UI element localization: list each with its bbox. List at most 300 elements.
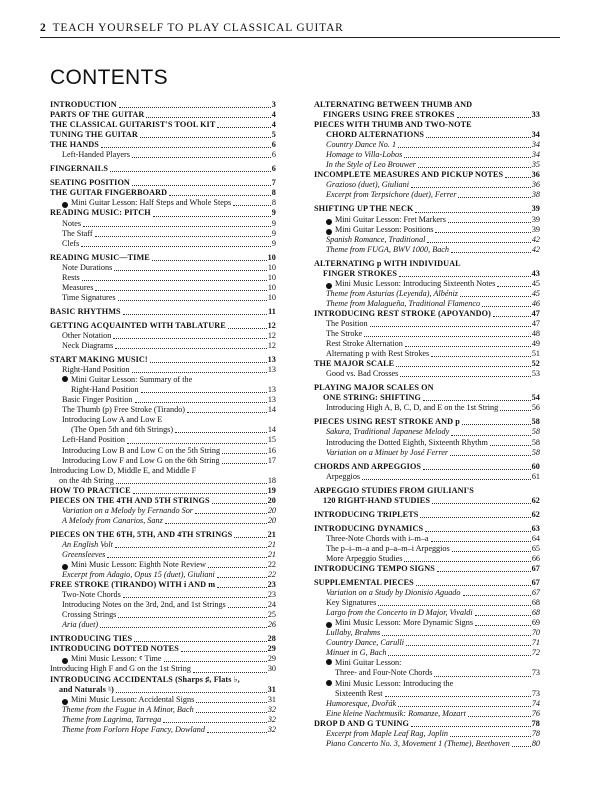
- toc-entry-text: Theme from the Fugue in A Minor, Bach: [62, 704, 194, 714]
- toc-entry[interactable]: [314, 130, 540, 140]
- dot-leader: [141, 392, 267, 393]
- dot-leader: [196, 712, 267, 713]
- toc-entry-text: Minuet in G, Bach: [326, 648, 387, 658]
- dot-leader: [181, 651, 267, 652]
- toc-page-number: 63: [531, 523, 540, 533]
- toc-page-number: 14: [267, 425, 276, 435]
- toc-entry[interactable]: [50, 590, 276, 600]
- toc-entry-text: Notes: [62, 218, 82, 228]
- toc-entry-text: Greensleeves: [62, 549, 106, 559]
- toc-entry[interactable]: [50, 283, 276, 293]
- toc-entry[interactable]: [314, 510, 540, 520]
- toc-entry[interactable]: [50, 560, 276, 570]
- toc-entry-text: Neck Diagrams: [62, 341, 114, 351]
- toc-entry[interactable]: [314, 190, 540, 200]
- toc-entry[interactable]: [314, 299, 540, 309]
- toc-entry[interactable]: [50, 446, 276, 456]
- toc-entry[interactable]: [50, 188, 276, 198]
- toc-page-number: 58: [531, 447, 540, 457]
- dot-leader: [217, 577, 267, 578]
- toc-entry[interactable]: [50, 331, 276, 341]
- toc-entry-text: Rests: [62, 272, 80, 282]
- dot-leader: [82, 280, 267, 281]
- toc-entry-text: Country Dance, Carulli: [326, 638, 405, 648]
- toc-entry-text: Left-Hand Position: [62, 435, 125, 445]
- toc-page-number: 66: [531, 553, 540, 563]
- dot-leader: [400, 376, 530, 377]
- toc-entry-line: [62, 375, 276, 385]
- toc-entry[interactable]: [314, 369, 540, 379]
- toc-entry[interactable]: [50, 355, 276, 365]
- dot-leader: [497, 286, 530, 287]
- toc-entry[interactable]: [314, 578, 540, 588]
- toc-page-number: 56: [531, 403, 540, 413]
- dot-leader: [399, 276, 531, 277]
- toc-entry-text: SHIFTING UP THE NECK: [314, 204, 414, 214]
- toc-entry-text: Time Signatures: [62, 292, 116, 302]
- toc-entry[interactable]: [314, 648, 540, 658]
- toc-entry[interactable]: [50, 263, 276, 273]
- dot-leader: [134, 641, 266, 642]
- toc-entry-text: Mini Music Lesson: 𝄴 Time: [71, 654, 162, 664]
- dot-leader: [450, 455, 531, 456]
- toc-entry[interactable]: [314, 140, 540, 150]
- toc-page-number: 70: [531, 628, 540, 638]
- toc-entry[interactable]: [314, 403, 540, 413]
- toc-entry[interactable]: [50, 341, 276, 351]
- toc-entry[interactable]: [314, 225, 540, 235]
- toc-entry[interactable]: [50, 675, 276, 695]
- toc-entry[interactable]: [314, 417, 540, 427]
- toc-entry[interactable]: [50, 130, 276, 140]
- toc-entry-text: Introducing Notes on the 3rd, 2nd, and 1st Strings: [62, 600, 226, 610]
- toc-entry[interactable]: [314, 719, 540, 729]
- toc-entry[interactable]: [314, 289, 540, 299]
- toc-entry[interactable]: [50, 375, 276, 395]
- dot-leader: [163, 722, 267, 723]
- dot-leader: [81, 246, 271, 247]
- toc-entry[interactable]: [50, 178, 276, 188]
- toc-entry[interactable]: [314, 383, 540, 403]
- dot-leader: [113, 338, 266, 339]
- toc-entry-text: More Arpeggio Studies: [326, 553, 403, 563]
- toc-page-number: 43: [531, 268, 540, 278]
- toc-entry[interactable]: [50, 530, 276, 540]
- dot-leader: [418, 167, 531, 168]
- dot-leader: [475, 625, 531, 626]
- toc-entry[interactable]: [50, 496, 276, 506]
- toc-entry[interactable]: [314, 170, 540, 180]
- toc-entry-text: INTRODUCTION: [50, 100, 117, 109]
- toc-entry-text: ARPEGGIO STUDIES FROM GIULIANI'S: [314, 485, 474, 495]
- toc-page-number: 31: [267, 694, 276, 704]
- toc-entry[interactable]: [50, 405, 276, 415]
- toc-entry[interactable]: [50, 466, 276, 486]
- dot-leader: [425, 531, 530, 532]
- dot-leader: [153, 216, 271, 217]
- toc-entry[interactable]: [50, 715, 276, 725]
- dot-leader: [95, 236, 271, 237]
- toc-page-number: 24: [267, 600, 276, 610]
- toc-entry[interactable]: [50, 664, 276, 674]
- toc-entry[interactable]: [314, 658, 540, 678]
- toc-entry-text: Basic Finger Position: [62, 395, 133, 405]
- toc-page-number: 21: [267, 529, 276, 539]
- toc-entry[interactable]: [50, 208, 276, 218]
- toc-entry-text: Mini Music Lesson: More Dynamic Signs: [335, 618, 474, 628]
- toc-entry-text: INTRODUCING DOTTED NOTES: [50, 644, 179, 654]
- dot-leader: [426, 137, 531, 138]
- toc-entry[interactable]: [50, 415, 276, 435]
- toc-entry-line: [50, 466, 276, 476]
- dot-leader: [116, 692, 267, 693]
- toc-entry-text: THE CLASSICAL GUITARIST'S TOOL KIT: [50, 120, 216, 130]
- toc-page-number: 31: [267, 684, 276, 694]
- toc-page-number: 58: [531, 437, 540, 447]
- toc-entry[interactable]: [50, 321, 276, 331]
- toc-page-number: 13: [267, 355, 276, 365]
- dot-leader: [207, 732, 267, 733]
- toc-entry[interactable]: [314, 739, 540, 749]
- toc-entry[interactable]: [314, 486, 540, 506]
- toc-entry-text: An English Volt: [62, 539, 113, 549]
- toc-entry-text: Spanish Romance, Traditional: [326, 234, 426, 244]
- bullet-icon: [326, 659, 332, 665]
- dot-leader: [405, 346, 531, 347]
- toc-entry-text: In the Style of Leo Brouwer: [326, 160, 416, 170]
- toc-entry[interactable]: [50, 140, 276, 150]
- toc-page-number: 9: [271, 208, 276, 218]
- toc-page-number: 29: [267, 654, 276, 664]
- toc-entry[interactable]: [314, 729, 540, 739]
- toc-page-number: 20: [267, 505, 276, 515]
- dot-leader: [217, 127, 270, 128]
- toc-entry[interactable]: [50, 580, 276, 590]
- toc-entry[interactable]: [50, 365, 276, 375]
- toc-page-number: 26: [267, 620, 276, 630]
- toc-page-number: 20: [267, 495, 276, 505]
- toc-entry[interactable]: [50, 600, 276, 610]
- dot-leader: [431, 356, 531, 357]
- toc-entry-text: Lullaby, Brahms: [326, 628, 381, 638]
- dot-leader: [404, 561, 530, 562]
- toc-entry-text: GETTING ACQUAINTED WITH TABLATURE: [50, 320, 226, 330]
- toc-entry-line: [326, 679, 540, 689]
- toc-entry[interactable]: [314, 564, 540, 574]
- toc-entry[interactable]: [50, 620, 276, 630]
- toc-entry[interactable]: [314, 628, 540, 638]
- toc-entry[interactable]: [50, 705, 276, 715]
- toc-entry[interactable]: [314, 309, 540, 319]
- toc-entry-text: Theme from Asturias (Leyenda), Albéniz: [326, 288, 458, 298]
- toc-entry[interactable]: [314, 462, 540, 472]
- toc-entry[interactable]: [314, 120, 540, 130]
- toc-entry[interactable]: [314, 329, 540, 339]
- toc-entry[interactable]: [314, 588, 540, 598]
- toc-page-number: 46: [531, 298, 540, 308]
- dot-leader: [490, 445, 531, 446]
- toc-entry-text: PIECES WITH THUMB AND TWO-NOTE: [314, 120, 472, 130]
- toc-entry-text: Excerpt from Maple Leaf Rag, Joplin: [326, 728, 449, 738]
- toc-entry[interactable]: [314, 215, 540, 225]
- toc-entry-text: Mini Guitar Lesson: Fret Markers: [335, 214, 446, 224]
- toc-entry[interactable]: [50, 654, 276, 664]
- dot-leader: [135, 402, 267, 403]
- toc-page-number: 7: [271, 178, 276, 188]
- toc-page-number: 65: [531, 543, 540, 553]
- dot-leader: [208, 567, 267, 568]
- toc-entry[interactable]: [314, 150, 540, 160]
- dot-leader: [431, 541, 531, 542]
- dot-leader: [115, 348, 267, 349]
- toc-entry[interactable]: [314, 235, 540, 245]
- toc-entry-text: Other Notation: [62, 330, 112, 340]
- toc-entry[interactable]: [314, 679, 540, 699]
- toc-entry-line: [326, 658, 540, 668]
- toc-page-number: 16: [267, 445, 276, 455]
- toc-entry-text: Homage to Villa-Lobos: [326, 150, 403, 160]
- toc-entry-text: FINGER STROKES: [323, 268, 397, 278]
- toc-entry-text: Theme from Lagrima, Tarrega: [62, 714, 162, 724]
- toc-entry[interactable]: [314, 180, 540, 190]
- toc-entry[interactable]: [314, 472, 540, 482]
- toc-entry[interactable]: [314, 638, 540, 648]
- dot-leader: [133, 493, 267, 494]
- toc-entry[interactable]: [314, 524, 540, 534]
- toc-entry[interactable]: [50, 307, 276, 317]
- toc-page-number: 33: [531, 110, 540, 120]
- toc-entry[interactable]: [314, 427, 540, 437]
- toc-entry-line: [62, 415, 276, 425]
- book-title: TEACH YOURSELF TO PLAY CLASSICAL GUITAR: [52, 22, 344, 34]
- toc-entry[interactable]: [50, 610, 276, 620]
- toc-page-number: 12: [267, 320, 276, 330]
- toc-page-number: 32: [267, 714, 276, 724]
- dot-leader: [493, 316, 531, 317]
- toc-entry-text: Variation on a Minuet by José Ferrer: [326, 447, 449, 457]
- toc-entry-text: DROP D AND G TUNING: [314, 718, 410, 728]
- toc-entry[interactable]: [314, 554, 540, 564]
- toc-page-number: 29: [267, 644, 276, 654]
- dot-leader: [107, 557, 266, 558]
- toc-entry[interactable]: [50, 110, 276, 120]
- dot-leader: [132, 372, 267, 373]
- toc-entry[interactable]: [314, 598, 540, 608]
- toc-entry[interactable]: [314, 100, 540, 120]
- dot-leader: [110, 171, 271, 172]
- toc-entry[interactable]: [314, 618, 540, 628]
- toc-page-number: 42: [531, 234, 540, 244]
- dot-leader: [123, 314, 267, 315]
- toc-entry[interactable]: [50, 253, 276, 263]
- toc-entry[interactable]: [50, 229, 276, 239]
- dot-leader: [165, 523, 267, 524]
- dot-leader: [475, 615, 531, 616]
- toc-entry[interactable]: [314, 279, 540, 289]
- toc-entry[interactable]: [50, 395, 276, 405]
- dot-leader: [115, 547, 267, 548]
- dot-leader: [370, 326, 531, 327]
- dot-leader: [150, 362, 267, 363]
- toc-page-number: 64: [531, 533, 540, 543]
- dot-leader: [132, 185, 271, 186]
- toc-entry[interactable]: [50, 293, 276, 303]
- dot-leader: [234, 537, 266, 538]
- dot-leader: [432, 503, 531, 504]
- dot-leader: [100, 627, 267, 628]
- toc-page-number: 17: [267, 455, 276, 465]
- toc-entry-text: Key Signatures: [326, 598, 377, 608]
- toc-entry[interactable]: [314, 204, 540, 214]
- toc-entry-text: Theme from Forlorn Hope Fancy, Dowland: [62, 724, 205, 734]
- toc-page-number: 10: [267, 272, 276, 282]
- toc-entry-text: Right-Hand Position: [62, 365, 130, 375]
- toc-page-number: 67: [531, 588, 540, 598]
- toc-entry[interactable]: [50, 456, 276, 466]
- toc-entry-text: Introducing the Dotted Eighth, Sixteenth Rhythm: [326, 437, 488, 447]
- dot-leader: [435, 232, 530, 233]
- toc-entry[interactable]: [50, 506, 276, 516]
- toc-entry[interactable]: [50, 150, 276, 160]
- dot-leader: [123, 597, 267, 598]
- dot-leader: [398, 706, 531, 707]
- toc-entry[interactable]: [50, 486, 276, 496]
- dot-leader: [463, 595, 531, 596]
- toc-entry-text: Clefs: [62, 238, 80, 248]
- toc-entry[interactable]: [50, 725, 276, 735]
- toc-entry-text: Two-Note Chords: [62, 590, 121, 600]
- toc-page-number: 30: [267, 664, 276, 674]
- dot-leader: [164, 661, 267, 662]
- toc-page-number: 72: [531, 648, 540, 658]
- toc-entry-line: [50, 675, 276, 685]
- dot-leader: [140, 137, 271, 138]
- toc-page-number: 12: [267, 341, 276, 351]
- toc-entry-text: Mini Guitar Lesson: Summary of the: [71, 375, 193, 385]
- toc-entry[interactable]: [50, 164, 276, 174]
- toc-page-number: 10: [267, 262, 276, 272]
- toc-page-number: 45: [531, 288, 540, 298]
- toc-entry-text: HOW TO PRACTICE: [50, 485, 131, 495]
- toc-page-number: 78: [531, 728, 540, 738]
- toc-entry[interactable]: [314, 448, 540, 458]
- toc-entry-line: [314, 259, 540, 269]
- dot-leader: [233, 205, 271, 206]
- toc-entry-text: Introducing Low F and Low G on the 6th String: [62, 455, 220, 465]
- toc-entry-text: Aria (duet): [62, 620, 99, 630]
- toc-entry[interactable]: [314, 349, 540, 359]
- dot-leader: [116, 483, 267, 484]
- toc-entry[interactable]: [50, 100, 276, 110]
- dot-leader: [411, 726, 531, 727]
- toc-entry-text: ONE STRING: SHIFTING: [323, 393, 421, 403]
- dot-leader: [364, 336, 531, 337]
- dot-leader: [101, 147, 271, 148]
- toc-page-number: 71: [531, 638, 540, 648]
- toc-entry[interactable]: [314, 319, 540, 329]
- dot-leader: [362, 479, 531, 480]
- toc-entry[interactable]: [50, 273, 276, 283]
- toc-entry[interactable]: [314, 438, 540, 448]
- dot-leader: [416, 585, 531, 586]
- toc-page-number: 12: [267, 330, 276, 340]
- toc-entry-text: Grazioso (duet), Giuliani: [326, 180, 410, 190]
- toc-entry[interactable]: [50, 435, 276, 445]
- toc-page-number: 9: [271, 218, 276, 228]
- toc-entry[interactable]: [314, 160, 540, 170]
- toc-entry[interactable]: [50, 540, 276, 550]
- toc-entry[interactable]: [50, 570, 276, 580]
- toc-entry[interactable]: [314, 608, 540, 618]
- toc-page-number: 52: [531, 359, 540, 369]
- toc-entry[interactable]: [50, 198, 276, 208]
- toc-entry[interactable]: [50, 644, 276, 654]
- toc-page-number: 68: [531, 598, 540, 608]
- toc-entry[interactable]: [50, 219, 276, 229]
- dot-leader: [169, 195, 271, 196]
- toc-page-number: 8: [271, 188, 276, 198]
- toc-entry[interactable]: [314, 544, 540, 554]
- toc-entry[interactable]: [314, 259, 540, 279]
- toc-page-number: 23: [267, 590, 276, 600]
- toc-right-column: [314, 100, 540, 749]
- toc-entry-text: Piano Concerto No. 3, Movement 1 (Theme), Beethoven: [326, 738, 510, 748]
- toc-entry-text: Measures: [62, 282, 94, 292]
- toc-page-number: 5: [271, 130, 276, 140]
- toc-entry-text: Mini Music Lesson: Accidental Signs: [71, 694, 195, 704]
- toc-entry-text: Theme from Malagueña, Traditional Flamenco: [326, 298, 481, 308]
- toc-page-number: 39: [531, 224, 540, 234]
- toc-entry-text: THE MAJOR SCALE: [314, 359, 395, 369]
- toc-entry-text: Arpeggios: [326, 471, 361, 481]
- toc-entry[interactable]: [314, 699, 540, 709]
- toc-page-number: 34: [531, 130, 540, 140]
- toc-entry[interactable]: [314, 534, 540, 544]
- toc-page-number: 23: [267, 580, 276, 590]
- toc-entry[interactable]: [50, 120, 276, 130]
- dot-leader: [228, 328, 267, 329]
- toc-entry-text: Excerpt from Adagio, Opus 15 (duet), Giuliani: [62, 570, 215, 580]
- toc-entry-text: PIECES USING REST STROKE AND p: [314, 417, 460, 427]
- toc-entry-text: Introducing Low D, Middle E, and Middle F: [50, 465, 197, 475]
- toc-entry[interactable]: [50, 550, 276, 560]
- toc-entry-text: Introducing Low A and Low E: [62, 415, 163, 425]
- toc-entry[interactable]: [50, 695, 276, 705]
- toc-entry[interactable]: [50, 516, 276, 526]
- dot-leader: [458, 197, 530, 198]
- toc-entry[interactable]: [50, 239, 276, 249]
- dot-leader: [415, 212, 530, 213]
- dot-leader: [217, 587, 266, 588]
- toc-entry-text: Sakura, Traditional Japanese Melody: [326, 427, 450, 437]
- toc-entry-text: Mini Guitar Lesson:: [335, 658, 402, 668]
- toc-entry[interactable]: [314, 709, 540, 719]
- toc-page-number: 60: [531, 461, 540, 471]
- toc-page-number: 32: [267, 704, 276, 714]
- toc-entry-text: 120 RIGHT-HAND STUDIES: [323, 495, 430, 505]
- toc-entry[interactable]: [314, 359, 540, 369]
- toc-entry[interactable]: [314, 339, 540, 349]
- toc-page-number: 19: [267, 485, 276, 495]
- toc-page-number: 35: [531, 160, 540, 170]
- toc-page-number: 67: [531, 564, 540, 574]
- toc-entry[interactable]: [50, 634, 276, 644]
- toc-page-number: 4: [271, 120, 276, 130]
- toc-entry[interactable]: [314, 245, 540, 255]
- toc-entry-text: Eine kleine Nachtmusik: Romanze, Mozart: [326, 708, 466, 718]
- toc-entry-text: Sixteenth Rest: [335, 688, 383, 698]
- dot-leader: [404, 157, 531, 158]
